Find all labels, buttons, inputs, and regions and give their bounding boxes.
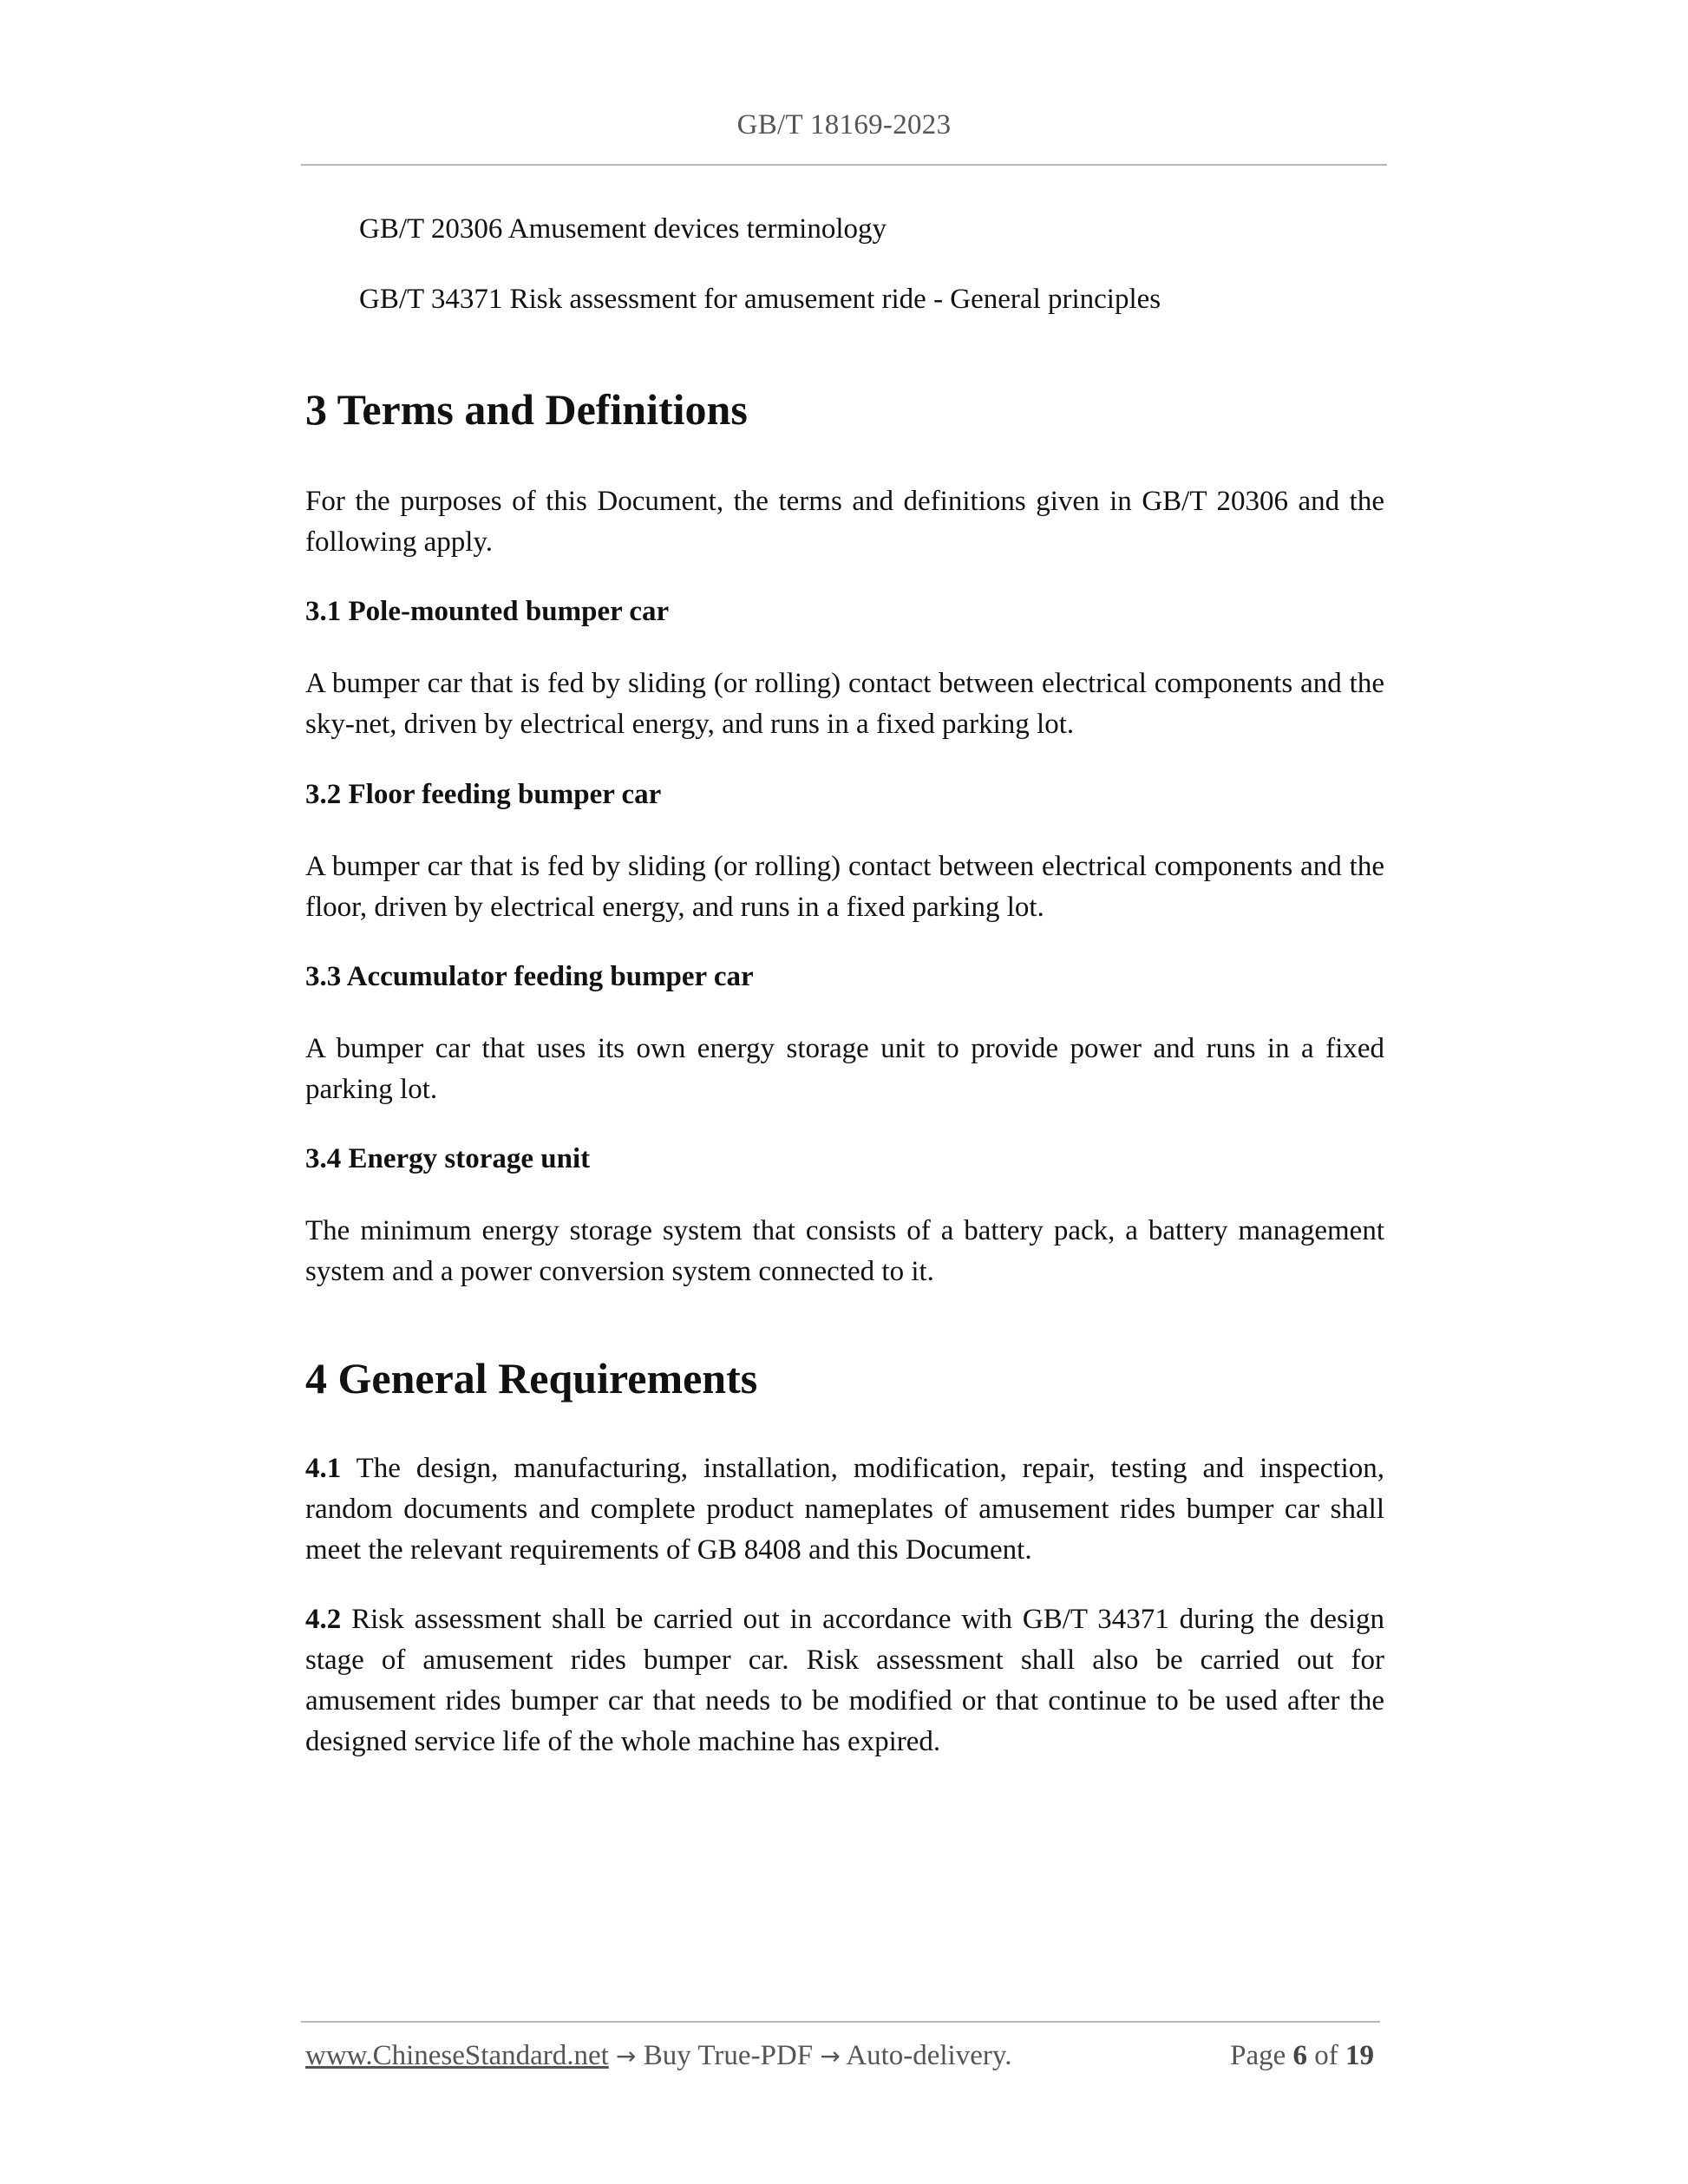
term-3-1-title: 3.1 Pole-mounted bumper car xyxy=(305,596,670,627)
of-label: of xyxy=(1314,2040,1338,2071)
term-3-2-title: 3.2 Floor feeding bumper car xyxy=(305,779,662,810)
section-3-heading: 3 Terms and Definitions xyxy=(305,385,748,434)
clause-4-1-text: The design, manufacturing, installation, modification, repair, testing and inspection, random documents and complete product nameplates of amusement rides bumper car shall meet the relevant requirements of GB 8408 and this Document. xyxy=(305,1453,1384,1566)
term-3-2-definition: A bumper car that is fed by sliding (or rolling) contact between electrical components and the floor, driven by electrical energy, and runs in a fixed parking lot. xyxy=(305,851,1384,923)
footer-divider xyxy=(301,2021,1380,2023)
term-3-4-title: 3.4 Energy storage unit xyxy=(305,1143,591,1174)
term-3-4-definition: The minimum energy storage system that consists of a battery pack, a battery management system and a power conversion system connected to it. xyxy=(305,1215,1384,1287)
clause-4-1 xyxy=(305,1448,1384,1571)
clause-4-2 xyxy=(305,1599,1384,1762)
term-3-3-title: 3.3 Accumulator feeding bumper car xyxy=(305,961,754,992)
section-4-heading: 4 General Requirements xyxy=(305,1354,758,1403)
current-page-number: 6 xyxy=(1292,2040,1307,2071)
arrow-right-icon: → xyxy=(616,2042,637,2070)
page-footer xyxy=(305,2040,1381,2072)
page-indicator xyxy=(1230,2040,1374,2072)
term-3-3-definition: A bumper car that uses its own energy storage unit to provide power and runs in a fixed parking lot. xyxy=(305,1033,1384,1105)
normative-reference-gbt-34371: GB/T 34371 Risk assessment for amusement ride - General principles xyxy=(359,284,1161,315)
clause-4-2-number: 4.2 xyxy=(305,1604,342,1635)
normative-reference-gbt-20306: GB/T 20306 Amusement devices terminology xyxy=(359,213,887,245)
page-label: Page xyxy=(1230,2040,1286,2071)
section-3-intro: For the purposes of this Document, the terms and definitions given in GB/T 20306 and the following apply. xyxy=(305,486,1384,558)
clause-4-1-number: 4.1 xyxy=(305,1453,342,1484)
buy-true-pdf-text: Buy True-PDF xyxy=(643,2040,814,2071)
running-header: GB/T 18169-2023 xyxy=(736,109,952,141)
auto-delivery-text: Auto-delivery. xyxy=(846,2040,1012,2071)
total-pages: 19 xyxy=(1345,2040,1374,2071)
arrow-right-icon: → xyxy=(820,2042,841,2070)
clause-4-2-text: Risk assessment shall be carried out in accordance with GB/T 34371 during the design stage of amusement rides bumper car. Risk assessment shall also be carried out for amusement rides bumper car that needs to be modified or that continue to be used after the designed service life of the whole machine has expired. xyxy=(305,1604,1384,1757)
header-divider xyxy=(301,164,1387,166)
site-link[interactable]: www.ChineseStandard.net xyxy=(305,2040,609,2071)
term-3-1-definition: A bumper car that is fed by sliding (or rolling) contact between electrical components and the sky-net, driven by electrical energy, and runs in a fixed parking lot. xyxy=(305,668,1384,740)
